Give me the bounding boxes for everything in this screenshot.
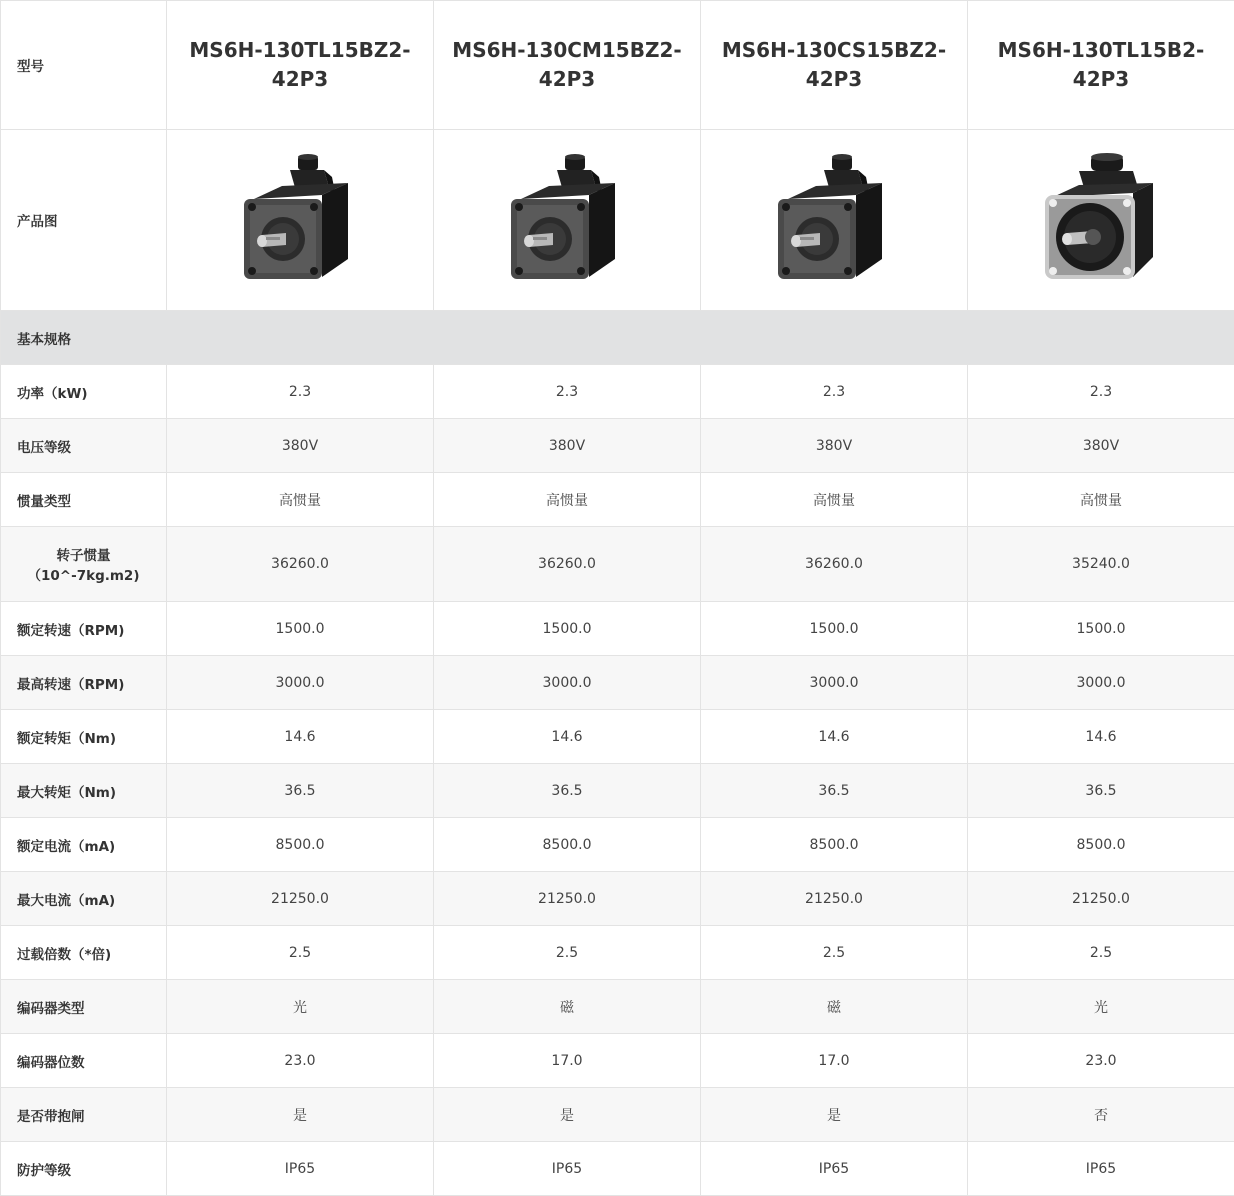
section-title: 基本规格 xyxy=(1,311,1234,365)
spec-label: 编码器位数 xyxy=(1,1034,167,1088)
model-label: 型号 xyxy=(1,1,167,130)
spec-value: 否 xyxy=(968,1088,1234,1142)
spec-value: 380V xyxy=(701,419,968,473)
spec-label: 最高转速（RPM) xyxy=(1,656,167,710)
spec-value: 2.3 xyxy=(167,365,434,419)
spec-value: 14.6 xyxy=(167,710,434,764)
table-row xyxy=(1,656,1234,710)
spec-value: IP65 xyxy=(167,1142,434,1196)
model-header-row xyxy=(1,1,1234,130)
spec-value: IP65 xyxy=(968,1142,1234,1196)
spec-value: 14.6 xyxy=(968,710,1234,764)
spec-value: 36260.0 xyxy=(701,527,968,602)
spec-value: 21250.0 xyxy=(434,872,701,926)
spec-value: 1500.0 xyxy=(701,602,968,656)
table-row xyxy=(1,1088,1234,1142)
spec-value: 8500.0 xyxy=(701,818,968,872)
spec-label: 额定转矩（Nm) xyxy=(1,710,167,764)
servo-motor-black-icon xyxy=(240,153,360,288)
table-row xyxy=(1,764,1234,818)
spec-value: 3000.0 xyxy=(701,656,968,710)
spec-label: 防护等级 xyxy=(1,1142,167,1196)
spec-value: 3000.0 xyxy=(167,656,434,710)
spec-value: 2.5 xyxy=(701,926,968,980)
table-row xyxy=(1,365,1234,419)
product-image-cell xyxy=(701,130,968,311)
spec-value: 高惯量 xyxy=(701,473,968,527)
spec-value: 2.5 xyxy=(968,926,1234,980)
table-row xyxy=(1,419,1234,473)
spec-value: 36.5 xyxy=(968,764,1234,818)
spec-value: 3000.0 xyxy=(968,656,1234,710)
model-name-4: MS6H-130TL15B2-42P3 xyxy=(968,1,1234,130)
model-name-2: MS6H-130CM15BZ2-42P3 xyxy=(434,1,701,130)
model-name-3: MS6H-130CS15BZ2-42P3 xyxy=(701,1,968,130)
spec-value: 380V xyxy=(167,419,434,473)
spec-label: 是否带抱闸 xyxy=(1,1088,167,1142)
spec-value: 14.6 xyxy=(701,710,968,764)
spec-value: 380V xyxy=(434,419,701,473)
spec-value: 36.5 xyxy=(434,764,701,818)
spec-value: IP65 xyxy=(434,1142,701,1196)
spec-value: 36260.0 xyxy=(434,527,701,602)
spec-value: 是 xyxy=(701,1088,968,1142)
table-row xyxy=(1,926,1234,980)
spec-value: 2.3 xyxy=(434,365,701,419)
spec-value: 2.3 xyxy=(968,365,1234,419)
spec-value: 8500.0 xyxy=(434,818,701,872)
spec-value: 17.0 xyxy=(434,1034,701,1088)
product-image-cell xyxy=(167,130,434,311)
spec-value: 21250.0 xyxy=(701,872,968,926)
spec-label: 惯量类型 xyxy=(1,473,167,527)
spec-value: 高惯量 xyxy=(968,473,1234,527)
section-header-basic-specs xyxy=(1,311,1234,365)
table-row xyxy=(1,980,1234,1034)
spec-label: 额定转速（RPM) xyxy=(1,602,167,656)
spec-value: 2.5 xyxy=(434,926,701,980)
product-image-cell xyxy=(968,130,1234,311)
table-row xyxy=(1,710,1234,764)
table-row xyxy=(1,818,1234,872)
spec-value: 2.3 xyxy=(701,365,968,419)
spec-value: 21250.0 xyxy=(968,872,1234,926)
spec-label: 最大电流（mA) xyxy=(1,872,167,926)
spec-value: 17.0 xyxy=(701,1034,968,1088)
spec-label: 最大转矩（Nm) xyxy=(1,764,167,818)
table-row xyxy=(1,872,1234,926)
servo-motor-black-icon xyxy=(507,153,627,288)
table-row xyxy=(1,527,1234,602)
table-row xyxy=(1,1034,1234,1088)
spec-value: 磁 xyxy=(434,980,701,1034)
spec-value: 36260.0 xyxy=(167,527,434,602)
spec-value: 1500.0 xyxy=(968,602,1234,656)
spec-value: IP65 xyxy=(701,1142,968,1196)
spec-value: 1500.0 xyxy=(167,602,434,656)
table-row xyxy=(1,602,1234,656)
spec-value: 23.0 xyxy=(968,1034,1234,1088)
spec-value: 8500.0 xyxy=(968,818,1234,872)
product-image-label: 产品图 xyxy=(1,130,167,311)
spec-value: 8500.0 xyxy=(167,818,434,872)
spec-value: 36.5 xyxy=(701,764,968,818)
spec-value: 是 xyxy=(167,1088,434,1142)
spec-value: 21250.0 xyxy=(167,872,434,926)
product-image-row xyxy=(1,130,1234,311)
spec-value: 14.6 xyxy=(434,710,701,764)
spec-label: 电压等级 xyxy=(1,419,167,473)
spec-label: 功率（kW) xyxy=(1,365,167,419)
spec-value: 36.5 xyxy=(167,764,434,818)
spec-value: 磁 xyxy=(701,980,968,1034)
servo-motor-silver-icon xyxy=(1041,153,1161,288)
spec-value: 380V xyxy=(968,419,1234,473)
spec-value: 1500.0 xyxy=(434,602,701,656)
table-row xyxy=(1,473,1234,527)
spec-value: 2.5 xyxy=(167,926,434,980)
table-row xyxy=(1,1142,1234,1196)
model-name-1: MS6H-130TL15BZ2-42P3 xyxy=(167,1,434,130)
spec-label: 转子惯量（10^-7kg.m2) xyxy=(1,527,167,602)
spec-value: 3000.0 xyxy=(434,656,701,710)
spec-label: 编码器类型 xyxy=(1,980,167,1034)
product-image-cell xyxy=(434,130,701,311)
spec-label: 过载倍数（*倍) xyxy=(1,926,167,980)
spec-value: 23.0 xyxy=(167,1034,434,1088)
spec-value: 高惯量 xyxy=(434,473,701,527)
spec-value: 是 xyxy=(434,1088,701,1142)
spec-value: 光 xyxy=(968,980,1234,1034)
spec-value: 35240.0 xyxy=(968,527,1234,602)
spec-label: 额定电流（mA) xyxy=(1,818,167,872)
spec-value: 高惯量 xyxy=(167,473,434,527)
spec-value: 光 xyxy=(167,980,434,1034)
servo-motor-black-icon xyxy=(774,153,894,288)
